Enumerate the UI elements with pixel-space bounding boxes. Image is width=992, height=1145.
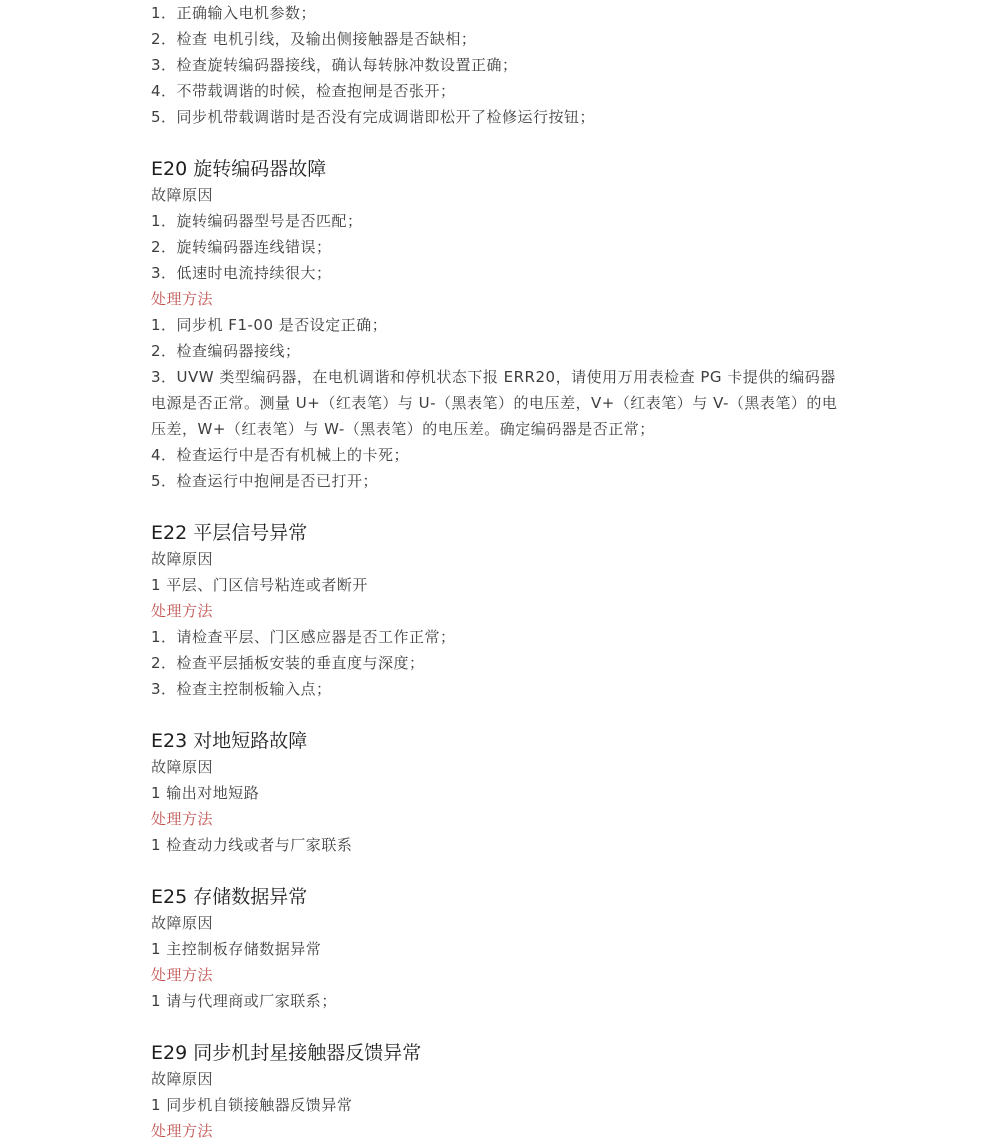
intro-item: 3．检查旋转编码器接线，确认每转脉冲数设置正确； <box>151 56 518 74</box>
section-title: E22 平层信号异常 <box>151 522 308 544</box>
method-item: 2．检查平层插板安装的垂直度与深度； <box>151 654 425 672</box>
intro-item: 2．检查 电机引线，及输出侧接触器是否缺相； <box>151 30 477 48</box>
cause-item: 3．低速时电流持续很大； <box>151 264 332 282</box>
section-title: E20 旋转编码器故障 <box>151 158 327 180</box>
cause-item: 1 输出对地短路 <box>151 784 260 802</box>
method-item: 4．检查运行中是否有机械上的卡死； <box>151 446 410 464</box>
section-e25 <box>151 884 871 1014</box>
cause-label: 故障原因 <box>151 758 214 776</box>
cause-item: 1 主控制板存储数据异常 <box>151 940 322 958</box>
section-title: E29 同步机封星接触器反馈异常 <box>151 1042 422 1064</box>
method-item: 2．检查编码器接线； <box>151 342 301 360</box>
intro-item: 5．同步机带载调谐时是否没有完成调谐即松开了检修运行按钮； <box>151 108 596 126</box>
document-body <box>151 0 871 1144</box>
cause-label: 故障原因 <box>151 914 214 932</box>
section-e23 <box>151 728 871 858</box>
cause-label: 故障原因 <box>151 550 214 568</box>
method-item: 3．检查主控制板输入点； <box>151 680 332 698</box>
method-item: 1．请检查平层、门区感应器是否工作正常； <box>151 628 456 646</box>
cause-item: 1．旋转编码器型号是否匹配； <box>151 212 363 230</box>
section-e22 <box>151 520 871 702</box>
method-label: 处理方法 <box>151 602 214 620</box>
section-title: E25 存储数据异常 <box>151 886 308 908</box>
method-item: 5．检查运行中抱闸是否已打开； <box>151 472 379 490</box>
cause-item: 1 平层、门区信号粘连或者断开 <box>151 576 368 594</box>
section-e29 <box>151 1040 871 1144</box>
intro-item: 1．正确输入电机参数； <box>151 4 317 22</box>
method-item: 3．UVW 类型编码器，在电机调谐和停机状态下报 ERR20，请使用万用表检查 PG 卡提供的编码器电源是否正常。测量 U+（红表笔）与 U-（黑表笔）的电压差，V+（红表笔）与 V-（黑表笔）的电压差，W+（红表笔）与 W-（黑表笔）的电压差。确定编码器是否正常； <box>151 368 838 438</box>
method-label: 处理方法 <box>151 290 214 308</box>
method-item: 1．同步机 F1-00 是否设定正确； <box>151 316 388 334</box>
method-label: 处理方法 <box>151 1122 214 1140</box>
method-item: 1 请与代理商或厂家联系； <box>151 992 337 1010</box>
cause-item: 1 同步机自锁接触器反馈异常 <box>151 1096 353 1114</box>
cause-item: 2．旋转编码器连线错误； <box>151 238 332 256</box>
section-title: E23 对地短路故障 <box>151 730 308 752</box>
method-label: 处理方法 <box>151 810 214 828</box>
intro-list <box>151 0 871 130</box>
intro-item: 4．不带载调谐的时候，检查抱闸是否张开； <box>151 82 456 100</box>
cause-label: 故障原因 <box>151 186 214 204</box>
method-label: 处理方法 <box>151 966 214 984</box>
method-item: 1 检查动力线或者与厂家联系 <box>151 836 353 854</box>
section-e20 <box>151 156 871 494</box>
cause-label: 故障原因 <box>151 1070 214 1088</box>
